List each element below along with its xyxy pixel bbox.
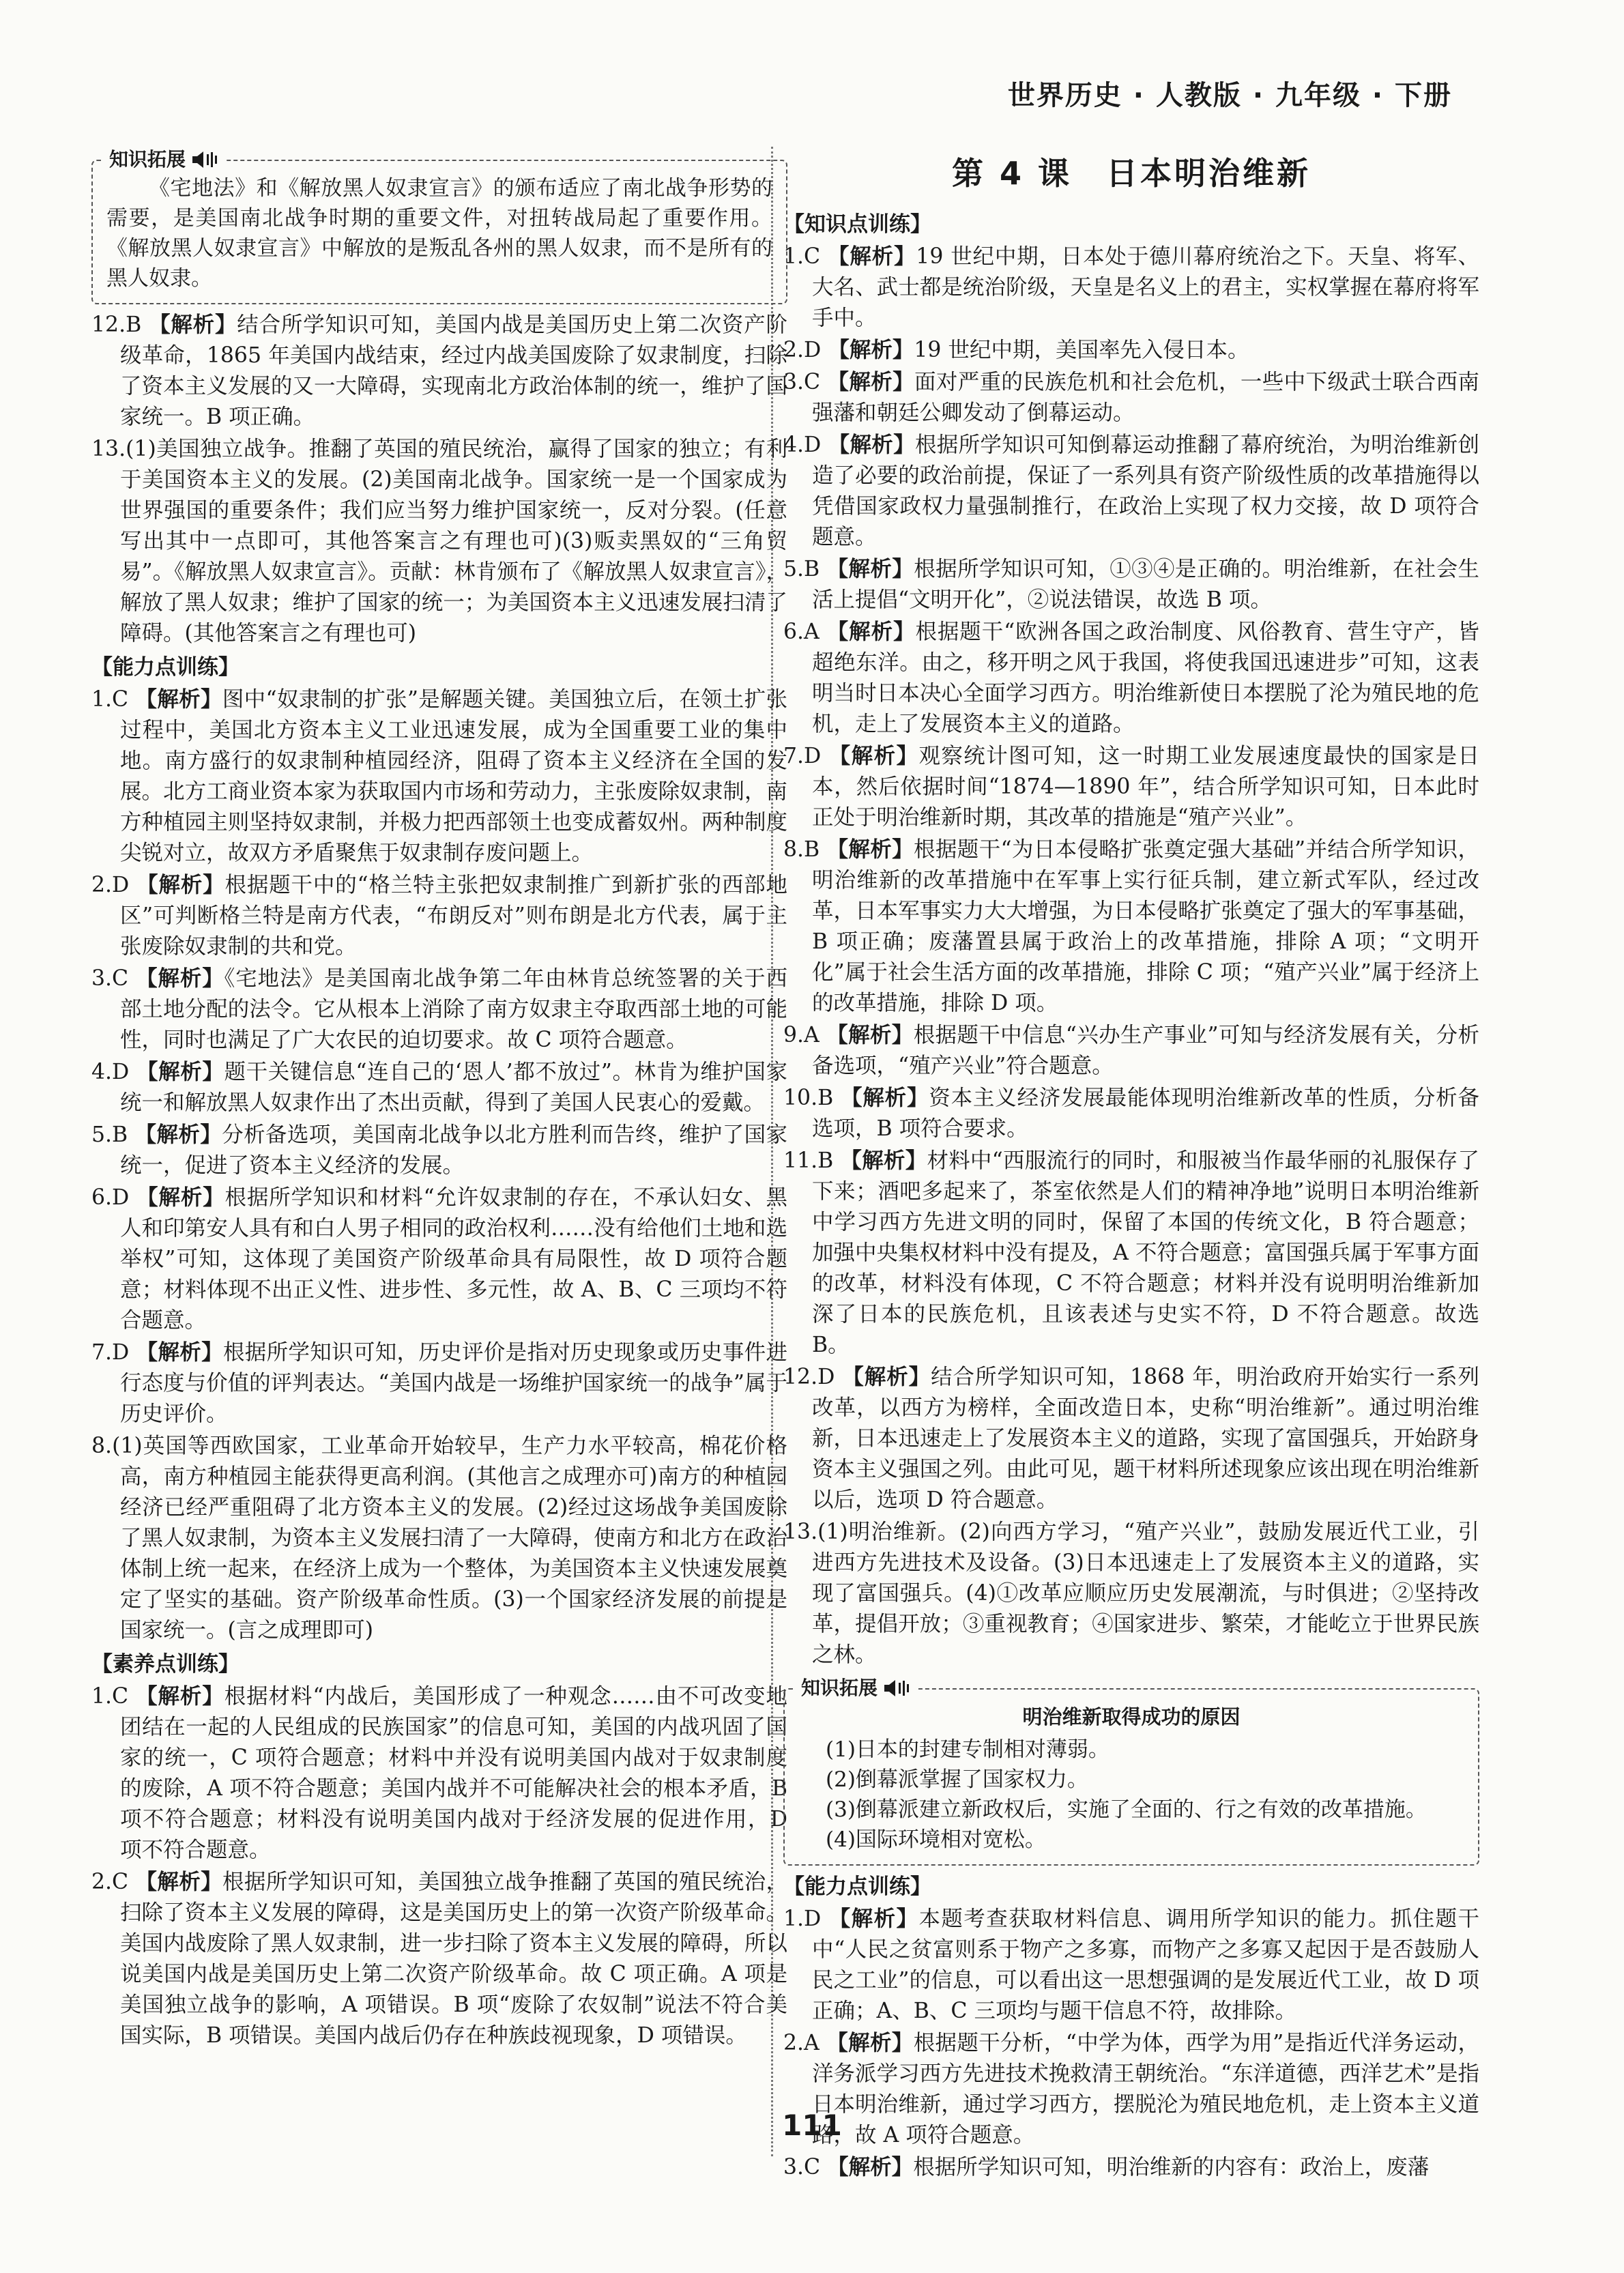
answer-list [91,684,787,1646]
analysis-tag: 【解析】 [136,1684,224,1709]
answer-item [783,1020,1479,1082]
answer-text: 分析备选项，美国南北战争以北方胜利而告终，维护了国家统一，促进了资本主义经济的发展。 [120,1123,787,1178]
right-column [783,142,1479,2184]
analysis-tag: 【解析】 [828,744,919,768]
page-header: 世界历史 · 人教版 · 九年级 · 下册 [1007,80,1452,111]
answer-text: 19 世纪中期，日本处于德川幕府统治之下。天皇、将军、大名、武士都是统治阶级，天皇是名义上的君主，实权掌握在幕府将军手中。 [812,244,1479,330]
answer-item [783,335,1479,366]
answer-number: 8. [91,1434,113,1458]
answer-item [91,1183,787,1336]
answer-number: 2.D [91,873,130,897]
analysis-tag: 【解析】 [826,837,914,862]
answer-number: 4.D [91,1060,130,1084]
speaker-icon [191,150,218,169]
analysis-tag: 【解析】 [149,313,237,337]
answer-item [91,1681,787,1866]
analysis-tag: 【解析】 [826,2031,914,2055]
analysis-tag: 【解析】 [841,1086,929,1110]
analysis-tag: 【解析】 [827,370,914,394]
box-label-text: 知识拓展 [801,1677,878,1699]
answer-text: 根据题干分析，“中学为体，西学为用”是指近代洋务运动，洋务派学习西方先进技术挽救清王朝统治。“东洋道德，西洋艺术”是指日本明治维新，通过学习西方，摆脱沦为殖民地危机，走上资本主义道路，故 A 项符合题意。 [812,2031,1479,2147]
answer-item [91,684,787,869]
box-list-item: (3)倒幕派建立新政权后，实施了全面的、行之有效的改革措施。 [826,1797,1427,1822]
analysis-tag: 【解析】 [842,1365,931,1389]
answer-number: 5.B [91,1123,128,1147]
analysis-tag: 【解析】 [135,1870,222,1894]
answer-text: 资本主义经济发展最能体现明治维新改革的性质，分析备选项，B 项符合要求。 [812,1086,1479,1141]
answer-item [783,741,1479,833]
analysis-tag: 【解析】 [136,873,225,897]
lesson-title: 第 4 课 日本明治维新 [951,155,1311,192]
answer-text: 图中“奴隶制的扩张”是解题关键。美国独立后，在领土扩张过程中，美国北方资本主义工业迅速发展，成为全国重要工业的集中地。南方盛行的奴隶制种植园经济，阻碍了资本主义经济在全国的发展。北方工商业资本家为获取国内市场和劳动力，主张废除奴隶制，南方种植园主则坚持奴隶制，并极力把西部领土也变成蓄奴州。两种制度尖锐对立，故双方矛盾聚焦于奴隶制存废问题上。 [120,687,787,865]
answer-item [783,1362,1479,1516]
answer-item [91,310,787,433]
answer-text: 根据所学知识可知，①③④是正确的。明治维新，在社会生活上提倡“文明开化”，②说法错误，故选 B 项。 [812,557,1479,612]
answer-text: (1)美国独立战争。推翻了英国的殖民统治，赢得了国家的独立；有利于美国资本主义的发展。(2)美国南北战争。国家统一是一个国家成为世界强国的重要条件；我们应当努力维护国家统一，反对分裂。(任意写出其中一点即可，其他答案言之有理也可)(3)贩卖黑奴的“三角贸易”。《解放黑人奴隶宣言》。贡献：林肯颁布了《解放黑人奴隶宣言》，解放了黑人奴隶；维护了国家的统一；为美国资本主义迅速发展扫清了障碍。(其他答案言之有理也可) [120,437,787,646]
analysis-tag: 【解析】 [827,2155,914,2180]
answer-number: 1.C [783,244,821,269]
answer-list [91,310,787,649]
analysis-tag: 【解析】 [134,1123,222,1147]
answer-number: 6.A [783,620,820,644]
answer-number: 2.D [783,338,822,362]
answer-number: 7.D [91,1340,130,1365]
answer-number: 10.B [783,1086,834,1110]
answer-item [783,554,1479,616]
answer-number: 2.A [783,2031,820,2055]
answer-text: 根据题干中的“格兰特主张把奴隶制推广到新扩张的西部地区”可判断格兰特是南方代表，“布朗反对”则布朗是北方代表，属于主张废除奴隶制的共和党。 [120,873,787,959]
section-heading: 【素养点训练】 [91,1652,240,1677]
analysis-tag: 【解析】 [136,966,224,991]
box-label [794,1675,917,1702]
answer-text: 根据题干“为日本侵略扩张奠定强大基础”并结合所学知识，明治维新的改革措施中在军事上实行征兵制，建立新式军队，经过改革，日本军事实力大大增强，为日本侵略扩张奠定了强大的军事基础，B 项正确；废藩置县属于政治上的改革措施，排除 A 项；“文明开化”属于社会生活方面的改革措施，排除 C 项；“殖产兴业”属于经济上的改革措施，排除 D 项。 [812,837,1479,1015]
section-heading: 【能力点训练】 [783,1874,931,1899]
analysis-tag: 【解析】 [828,338,914,362]
answer-text: 根据所学知识可知，明治维新的内容有：政治上，废藩 [913,2155,1430,2180]
answer-number: 5.B [783,557,820,581]
box-label [102,146,225,173]
answer-number: 1.D [783,1907,822,1931]
box-list-item: (1)日本的封建专制相对薄弱。 [826,1737,1110,1762]
answer-list [783,242,1479,1670]
answer-list [91,1681,787,2051]
knowledge-extension-box [91,148,787,304]
answer-text: 观察统计图可知，这一时期工业发展速度最快的国家是日本，然后依据时间“1874—1890 年”，结合所学知识可知，日本此时正处于明治维新时期，其改革的措施是“殖产兴业”。 [812,744,1479,830]
answer-number: 3.C [783,2155,821,2180]
box-text: 《宅地法》和《解放黑人奴隶宣言》的颁布适应了南北战争形势的需要，是美国南北战争时期的重要文件，对扭转战局起了重要作用。《解放黑人奴隶宣言》中解放的是叛乱各州的黑人奴隶，而不是所有的黑人奴隶。 [106,176,772,291]
answer-item [783,1146,1479,1361]
speaker-icon [883,1679,910,1698]
answer-number: 1.C [91,687,129,712]
page-number: 111 [782,2109,842,2142]
analysis-tag: 【解析】 [136,1060,224,1084]
answer-text: 根据题干中信息“兴办生产事业”可知与经济发展有关，分析备选项，“殖产兴业”符合题意。 [812,1023,1479,1078]
answer-text: 根据所学知识和材料“允许奴隶制的存在，不承认妇女、黑人和印第安人具有和白人男子相同的政治权利……没有给他们土地和选举权”可知，这体现了美国资产阶级革命具有局限性，故 D 项符合题意；材料体现不出正义性、进步性、多元性，故 A、B、C 三项均不符合题意。 [120,1185,787,1333]
box-title: 明治维新取得成功的原因 [1022,1705,1241,1728]
answer-number: 12.D [783,1365,835,1389]
answer-item [783,242,1479,334]
answer-number: 3.C [783,370,821,394]
answer-text: 《宅地法》是美国南北战争第二年由林肯总统签署的关于西部土地分配的法令。它从根本上消除了南方奴隶主夺取西部土地的可能性，同时也满足了广大农民的迫切要求。故 C 项符合题意。 [120,966,787,1052]
answer-number: 6.D [91,1185,130,1210]
analysis-tag: 【解析】 [826,557,914,581]
answer-text: 结合所学知识可知，美国内战是美国历史上第二次资产阶级革命，1865 年美国内战结束，经过内战美国废除了奴隶制度，扫除了资本主义发展的又一大障碍，实现南北方政治体制的统一，维护了国家统一。B 项正确。 [120,313,787,429]
answer-item [783,835,1479,1019]
analysis-tag: 【解析】 [135,687,222,712]
analysis-tag: 【解析】 [136,1340,223,1365]
knowledge-extension-box [783,1677,1479,1866]
answer-text: 本题考查获取材料信息、调用所学知识的能力。抓住题干中“人民之贫富则系于物产之多寡，而物产之多寡又起因于是否鼓励人民之工业”的信息，可以看出这一思想强调的是发展近代工业，故 D 项正确；A、B、C 三项均与题干信息不符，故排除。 [812,1907,1479,2023]
answer-item [91,1867,787,2051]
answer-text: (1)明治维新。(2)向西方学习，“殖产兴业”，鼓励发展近代工业，引进西方先进技术及设备。(3)日本迅速走上了发展资本主义的道路，实现了富国强兵。(4)①改革应顺应历史发展潮流，与时俱进；②坚持改革，提倡开放；③重视教育；④国家进步、繁荣，才能屹立于世界民族之林。 [812,1520,1479,1667]
answer-number: 1.C [91,1684,129,1709]
answer-number: 9.A [783,1023,820,1047]
left-column [91,142,787,2053]
answer-text: 面对严重的民族危机和社会危机，一些中下级武士联合西南强藩和朝廷公卿发动了倒幕运动。 [812,370,1479,425]
answer-number: 13. [91,437,126,461]
box-label-text: 知识拓展 [109,148,186,171]
section-heading: 【知识点训练】 [783,212,931,237]
answer-number: 7.D [783,744,822,768]
analysis-tag: 【解析】 [828,244,916,269]
section-heading: 【能力点训练】 [91,655,240,680]
answer-number: 13. [783,1520,818,1544]
answer-item [783,1083,1479,1144]
analysis-tag: 【解析】 [136,1185,225,1210]
answer-item [91,870,787,962]
answer-item [91,964,787,1056]
answer-number: 2.C [91,1870,129,1894]
box-list-item: (4)国际环境相对宽松。 [826,1827,1046,1852]
answer-text: 根据材料“内战后，美国形成了一种观念……由不可改变地团结在一起的人民组成的民族国家”的信息可知，美国的内战巩固了国家的统一，C 项符合题意；材料中并没有说明美国内战对于奴隶制度的废除，A 项不符合题意；美国内战并不可能解决社会的根本矛盾，B 项不符合题意；材料没有说明美国内战对于经济发展的促进作用，D 项不符合题意。 [120,1684,787,1862]
answer-text: 根据题干“欧洲各国之政治制度、风俗教育、营生守产，皆超绝东洋。由之，移开明之风于我国，将使我国迅速进步”可知，这表明当时日本决心全面学习西方。明治维新使日本摆脱了沦为殖民地的危机，走上了发展资本主义的道路。 [812,620,1479,736]
answer-text: 根据所学知识可知倒幕运动推翻了幕府统治，为明治维新创造了必要的政治前提，保证了一系列具有资产阶级性质的改革措施得以凭借国家政权力量强制推行，在政治上实现了权力交接，故 D 项符合题意。 [812,433,1479,549]
answer-item [91,1057,787,1118]
answer-item [783,1517,1479,1670]
answer-item [783,1904,1479,2027]
answer-text: 结合所学知识可知，1868 年，明治政府开始实行一系列改革，以西方为榜样，全面改造日本，史称“明治维新”。通过明治维新，日本迅速走上了发展资本主义的道路，实现了富国强兵，开始跻身资本主义强国之列。由此可见，题干材料所述现象应该出现在明治维新以后，选项 D 符合题意。 [812,1365,1480,1512]
answer-text: 题干关键信息“连自己的‘恩人’都不放过”。林肯为维护国家统一和解放黑人奴隶作出了杰出贡献，得到了美国人民衷心的爱戴。 [120,1060,787,1115]
analysis-tag: 【解析】 [828,1907,919,1931]
analysis-tag: 【解析】 [840,1148,927,1173]
analysis-tag: 【解析】 [826,620,916,644]
answer-item [91,1120,787,1181]
answer-number: 3.C [91,966,129,991]
answer-text: 材料中“西服流行的同时，和服被当作最华丽的礼服保存了下来；酒吧多起来了，茶室依然是人们的精神净地”说明日本明治维新中学习西方先进文明的同时，保留了本国的传统文化，B 符合题意；加强中央集权材料中没有提及，A 不符合题意；富国强兵属于军事方面的改革，材料没有体现，C 不符合题意；材料并没有说明明治维新加深了日本的民族危机，且该表述与史实不符，D 不符合题意。故选 B。 [812,1148,1479,1357]
answer-item [783,367,1479,429]
answer-text: 根据所学知识可知，美国独立战争推翻了英国的殖民统治，扫除了资本主义发展的障碍，这是美国历史上的第一次资产阶级革命。美国内战废除了黑人奴隶制，进一步扫除了资本主义发展的障碍，所以说美国内战是美国历史上第二次资产阶级革命。故 C 项正确。A 项是美国独立战争的影响，A 项错误。B 项“废除了农奴制”说法不符合美国实际，B 项错误。美国内战后仍存在种族歧视现象，D 项错误。 [120,1870,787,2048]
answer-number: 11.B [783,1148,834,1173]
answer-number: 8.B [783,837,820,862]
answer-text: 根据所学知识可知，历史评价是指对历史现象或历史事件进行态度与价值的评判表达。“美国内战是一场维护国家统一的战争”属于历史评价。 [120,1340,787,1426]
answer-item [783,2152,1479,2183]
answer-text: 19 世纪中期，美国率先入侵日本。 [914,338,1249,362]
analysis-tag: 【解析】 [826,1023,914,1047]
box-list-item: (2)倒幕派掌握了国家权力。 [826,1767,1088,1792]
answer-item [783,430,1479,553]
answer-item [91,1337,787,1430]
answer-number: 12.B [91,313,142,337]
answer-item [783,617,1479,740]
answer-item [91,434,787,649]
answer-number: 4.D [783,433,822,457]
analysis-tag: 【解析】 [828,433,915,457]
answer-item [91,1431,787,1646]
answer-text: (1)英国等西欧国家，工业革命开始较早，生产力水平较高，棉花价格高，南方种植园主能获得更高利润。(其他言之成理亦可)南方的种植园经济已经严重阻碍了北方资本主义的发展。(2)经过这场战争美国废除了黑人奴隶制，为资本主义发展扫清了一大障碍，使南方和北方在政治体制上统一起来，在经济上成为一个整体，为美国资本主义快速发展奠定了坚实的基础。资产阶级革命性质。(3)一个国家经济发展的前提是国家统一。(言之成理即可) [112,1434,787,1642]
